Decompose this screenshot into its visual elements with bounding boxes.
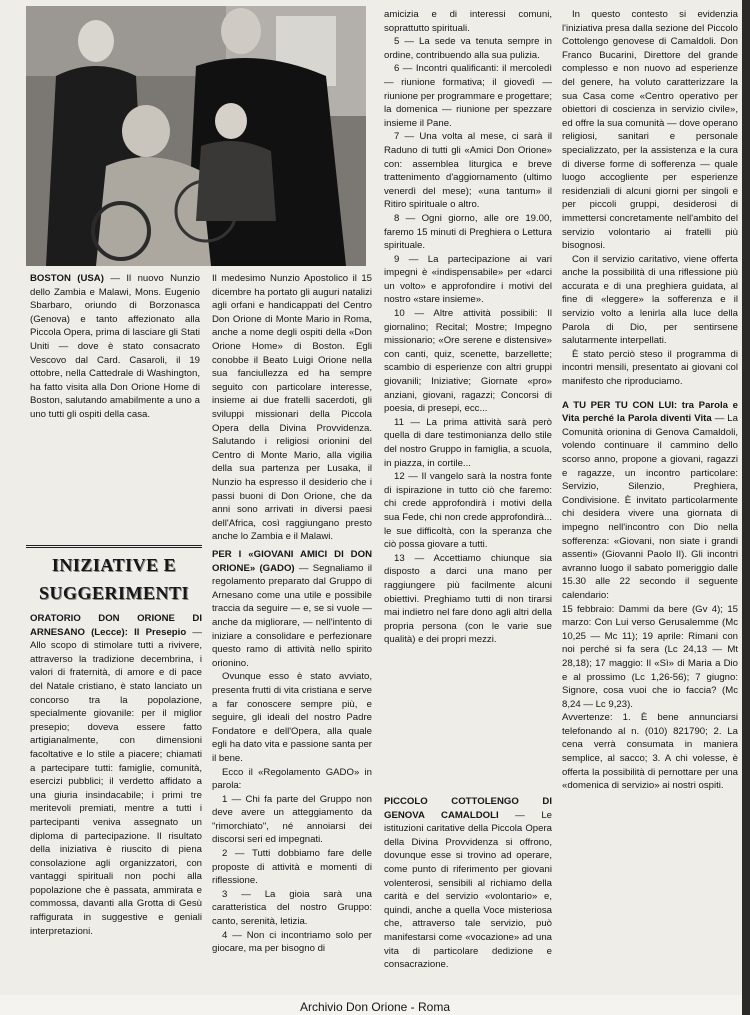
- cottolengo-lead: PICCOLO COTTOLENGO DI GENOVA CAMALDOLI: [384, 796, 552, 821]
- gado-rule-1: 1 — Chi fa parte del Gruppo non deve avere un atteggiamento da "rimorchiato", né annoiarsi dei discorsi seri ed impegnati.: [212, 793, 372, 846]
- gado-article: [212, 548, 372, 990]
- boston-paragraph-1: — Il nuovo Nunzio dello Zambia e Malawi, Mons. Eugenio Sbarbaro, oriundo di Borzonasca (Genova) e tanto affezionato alla Piccola Opera, prima di lasciare gli Stati Uniti — dove è stato consacrato Vescovo dal Card. Casaroli, il 19 ottobre, nella Cattedrale di Washington, ha fatto visita alla Don Orione Home di Boston, salutando amabilmente a uno a uno tutti gli ospiti della casa.: [30, 273, 200, 420]
- gado-rule-4: 4 — Non ci incontriamo solo per giocare, ma per bisogno di: [212, 929, 372, 955]
- rule-12: 12 — Il vangelo sarà la nostra fonte di ispirazione in tutto ciò che faremo: chi crede approfondirà i motivi della sua Fede, chi non crede approfondirà... le sue difficoltà, con la speranza che ciò possa giovare a tutti.: [384, 471, 552, 551]
- boston-article-part1: [30, 272, 200, 522]
- rule-8: 8 — Ogni giorno, alle ore 19.00, faremo 15 minuti di Preghiera o Lettura spirituale.: [384, 212, 552, 252]
- gado-rule-3: 3 — La gioia sarà una caratteristica del nostro Gruppo: canto, serenità, letizia.: [212, 888, 372, 928]
- cottolengo-article: [384, 795, 552, 990]
- photo: [26, 6, 366, 266]
- oratorio-text: — Allo scopo di stimolare tutti a rivivere, attraverso la tradizione decembrina, i valori di fraternità, di amore e di pace del Natale cristiano, è stato lanciato un concorso tra la popolazione, specialmente giovanile: per il miglior presepio; doveva essere fatto artigianalmente, con dimensioni facoltative e lo stile a piacere; chiamati a partecipare tutti: famiglie, comunità, esercizi pubblici; il verdetto affidato a una giuria insindacabile; i primi tre meritevoli premiati, mentre a tutti i partecipanti veniva assegnato un diploma di partecipazione. Il risultato della iniziativa è riuscito di piena consolazione agli organizzatori, con vantaggi spirituali non pochi alla popolazione che è passata, ammirata e commossa, davanti alla Grotta di Gesù raffigurata in suggestive e geniali interpretazioni.: [30, 626, 202, 937]
- camaldoli-paragraph-2: Con il servizio caritativo, viene offerta anche la possibilità di una riflessione più accurata e di una preghiera guidata, al fine di «leggere» la sofferenza e il servizio volto a lenirla alla luce della Parola di Dio, per sentirsene salutarmente interpellati.: [562, 253, 738, 347]
- rule-9: 9 — La partecipazione ai vari impegni è «indispensabile» per «darci un volto» e approfondire i motivi del nostro «stare insieme».: [384, 253, 552, 306]
- rule-10: 10 — Altre attività possibili: Il giornalino; Recital; Mostre; Impegno missionario; «Ore serene e distensive» con canti, quiz, scenette, barzellette; scambio di esperienze con altri gruppi giovanili; Iniziative; Giornate «pro» anziani, giovani, ragazzi; Concorsi di poesia, di presepi, ecc...: [384, 308, 552, 415]
- photo-illustration: [26, 6, 366, 266]
- camaldoli-paragraph-1: In questo contesto si evidenzia l'iniziativa presa dalla sezione del Piccolo Cottolengo genovese di Camaldoli. Don Franco Bucarini, Direttore del grande complesso e non nuovo ad esperienze del genere, ha voluto caratterizzare la sua Casa come «Centro operativo per obiettori di coscienza in servizio civile», ed offre la sua comunità — dove operano religiosi, sanitari e personale specializzato, per la assistenza e la cura di diverse forme di sofferenza — quale luogo accogliente per esperienze residenziali di alcuni giorni per singoli e per piccoli gruppi, desiderosi di immettersi concretamente nell'ambito del servizio volontario ai fratelli più bisognosi.: [562, 9, 738, 252]
- archive-caption: Archivio Don Orione - Roma: [299, 1000, 451, 1014]
- camaldoli-paragraph-3: È stato perciò steso il programma di incontri mensili, presentato ai giovani col manifesto che riproduciamo.: [562, 348, 738, 388]
- banner-line-2: SUGGERIMENTI: [38, 583, 190, 603]
- section-banner: [26, 545, 202, 610]
- calendar: 15 febbraio: Dammi da bere (Gv 4); 15 marzo: Con Lui verso Gerusalemme (Mc 10,25 — Mc 11); 19 aprile: Rimani con noi perché si fa sera (Lc 24,13 — Mt 28,18); 17 maggio: Il «Sì» di Maria a Dio e al prossimo (Lc 1,26-56); 7 giugno: Signore, cosa vuoi che io faccia? (Mc 8,24 — Lc 9,23).: [562, 603, 738, 710]
- rule-6: 6 — Incontri qualificanti: il mercoledì — riunione formativa; il giovedì — riunione per programmare e progettare; la domenica — riunione per spezzare insieme il Pane.: [384, 63, 552, 129]
- page-edge-shadow: [742, 0, 750, 1015]
- gado-paragraph-3: Ecco il «Regolamento GADO» in parola:: [212, 766, 372, 792]
- gado-lead: PER I «GIOVANI AMICI DI DON ORIONE» (GADO): [212, 549, 372, 574]
- oratorio-lead: ORATORIO DON ORIONE DI ARNESANO (Lecce): Il Presepio: [30, 613, 202, 638]
- camaldoli-article: [562, 8, 738, 990]
- gado-rule-2: 2 — Tutti dobbiamo fare delle proposte di attività e momenti di riflessione.: [212, 848, 372, 887]
- gado-paragraph-2: Ovunque esso è stato avviato, presenta frutti di vita cristiana e serve a far conoscere sempre più, e seguire, gli ideali del nostro Padre Fondatore e dell'Opera, alla quale egli ha dato vita e passione santa per il bene.: [212, 671, 372, 764]
- cottolengo-text: — Le istituzioni caritative della Piccola Opera della Divina Provvidenza si offrono, dovunque esse si trovino ad operare, come punto di riferimento per giovani volenterosi, sensibili al richiamo della carità e del servizio «volontario» e, quindi, anche a quella Voce misteriosa che, attraverso tale servizio, può manifestarsi come «vocazione» ad una vita di particolare dedizione e consacrazione.: [384, 809, 552, 971]
- rule-13: 13 — Accettiamo chiunque sia disposto a darci una mano per raggiungere più facilmente alcuni obiettivi. Preghiamo tutti di non tirarsi mai indietro nel fare dono agli altri della propria persona (con le varie sue qualità) e dei propri mezzi.: [384, 552, 552, 646]
- tu-per-tu-text: — La Comunità orionina di Genova Camaldoli, volendo continuare il cammino dello scorso anno, propone a giovani, ragazzi e ragazze, un incontro particolare: Servizio, Silenzio, Preghiera, Condivisione. È invitato particolarmente chi desidera vivere una giornata di impegno nell'incontro con Dio nella sofferenza: «Giovani, non siate i grandi assenti» (Giovanni Paolo II). Gli incontri avranno luogo il sabato pomeriggio dalle 15.30 alle 22 secondo il seguente calendario:: [562, 413, 738, 601]
- boston-article-part2: [212, 272, 372, 543]
- rule-7: 7 — Una volta al mese, ci sarà il Raduno di tutti gli «Amici Don Orione» con: assemblea liturgica e breve trattenimento d'aggiornamento (ultimo venerdì del mese); «una tantum» il Ritiro spirituale o altro.: [384, 131, 552, 211]
- boston-lead: BOSTON (USA): [30, 273, 104, 284]
- rule-11: 11 — La prima attività sarà però quella di dare testimonianza dello stile del nostro Gruppo in famiglia, a scuola, in piazza, in cortile...: [384, 416, 552, 469]
- gado-paragraph-1: — Segnaliamo il regolamento preparato dal Gruppo di Arnesano come una utile e possibile traccia da seguire — e, se si vuole — anche da migliorare, — nell'intento di iniziare a consolidare e perfezionare questo ramo di attività nello spirito orionino.: [212, 562, 372, 669]
- boston-paragraph-2: Il medesimo Nunzio Apostolico il 15 dicembre ha portato gli auguri natalizi agli orfani e handicappati del Centro Don Orione di Monte Mario in Roma, anche a nome degli ospiti della «Don Orione Home» di Boston. Egli conobbe il Beato Luigi Orione nella sua fanciullezza ed ha sempre seguito con particolare interesse, insieme ai due fratelli sacerdoti, gli sviluppi missionari della Piccola Opera della Divina Provvidenza. Salutando i religiosi orionini del Centro di Monte Mario, alla vigilia della sua partenza per Lusaka, il Nunzio ha espresso il desiderio che i passi buoni di Don Orione, che da anni sono arrivati in diversi paesi dell'Africa, così raggiungano presto anche lo Zambia e il Malawi.: [212, 273, 372, 543]
- tu-per-tu-lead: A TU PER TU CON LUI: tra Parola e Vita perché la Parola diventi Vita: [562, 399, 738, 425]
- rule-5: 5 — La sede va tenuta sempre in ordine, contribuendo alla sua pulizia.: [384, 36, 552, 61]
- oratorio-article: [30, 612, 202, 990]
- notices: Avvertenze: 1. È bene annunciarsi telefonando al n. (010) 821790; 2. La cena verrà consumata in maniera semplice, al sacco; 3. A chi volesse, è offerta la possibilità di pernottare per una «domenica di servizio» ai nostri ospiti.: [562, 712, 738, 792]
- banner-line-1: INIZIATIVE E: [51, 555, 177, 575]
- rule-continuation: amicizia e di interessi comuni, soprattutto spirituali.: [384, 9, 552, 34]
- gado-rules-continued: [384, 8, 552, 768]
